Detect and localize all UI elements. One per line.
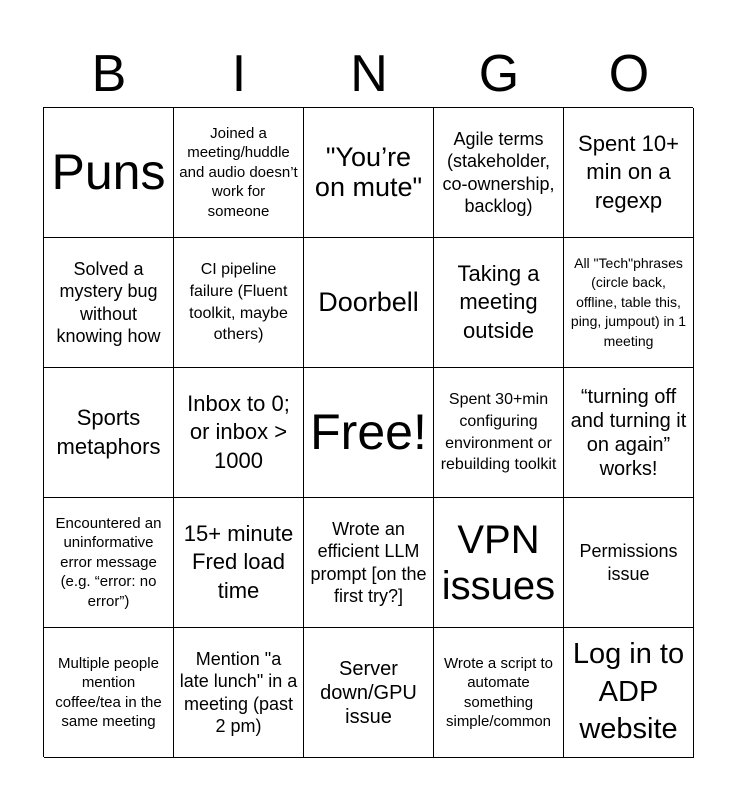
cell-text: Solved a mystery bug without knowing how bbox=[56, 258, 161, 346]
cell-text: Spent 30+min configuring environment or rebuilding toolkit bbox=[440, 391, 557, 474]
cell-text: Log in to ADP website bbox=[572, 637, 685, 746]
cell-text: "You’re on mute" bbox=[314, 141, 423, 202]
bingo-cell-r5c1[interactable] bbox=[44, 628, 174, 758]
cell-text: VPN issues bbox=[441, 517, 556, 608]
bingo-cell-r1c3[interactable] bbox=[304, 108, 434, 238]
cell-text: Sports metaphors bbox=[56, 404, 161, 459]
cell-text: Taking a meeting outside bbox=[457, 260, 540, 343]
bingo-cell-r5c3[interactable] bbox=[304, 628, 434, 758]
bingo-cell-r1c4[interactable] bbox=[434, 108, 564, 238]
cell-text: All "Tech"phrases (circle back, offline, table this, ping, jumpout) in 1 meeting bbox=[570, 254, 687, 349]
bingo-cell-r2c2[interactable] bbox=[174, 238, 304, 368]
bingo-cell-r3c1[interactable] bbox=[44, 368, 174, 498]
bingo-cell-r4c4[interactable] bbox=[434, 498, 564, 628]
bingo-header bbox=[44, 42, 694, 106]
cell-text: “turning off and turning it on again” works! bbox=[570, 385, 687, 480]
cell-text: Wrote a script to automate something simple/common bbox=[444, 654, 553, 730]
bingo-cell-r3c2[interactable] bbox=[174, 368, 304, 498]
bingo-cell-r4c1[interactable] bbox=[44, 498, 174, 628]
bingo-cell-r2c3[interactable] bbox=[304, 238, 434, 368]
cell-text: CI pipeline failure (Fluent toolkit, maybe others) bbox=[189, 261, 288, 344]
cell-text: Spent 10+ min on a regexp bbox=[578, 130, 679, 213]
cell-text: Joined a meeting/huddle and audio doesn’t work for someone bbox=[179, 124, 298, 220]
bingo-cell-r4c5[interactable] bbox=[564, 498, 694, 628]
cell-text: 15+ minute Fred load time bbox=[183, 520, 294, 603]
bingo-cell-r2c1[interactable] bbox=[44, 238, 174, 368]
header-letter-b: B bbox=[91, 45, 127, 103]
bingo-cell-r2c5[interactable] bbox=[564, 238, 694, 368]
cell-text: Multiple people mention coffee/tea in the same meeting bbox=[55, 654, 162, 730]
cell-text: Agile terms (stakeholder, co-ownership, backlog) bbox=[442, 128, 555, 216]
bingo-cell-r2c4[interactable] bbox=[434, 238, 564, 368]
cell-text: Wrote an efficient LLM prompt [on the first try?] bbox=[310, 518, 427, 606]
bingo-cell-r5c5[interactable] bbox=[564, 628, 694, 758]
bingo-cell-r5c2[interactable] bbox=[174, 628, 304, 758]
header-letter-o: O bbox=[608, 45, 650, 103]
bingo-cell-r4c3[interactable] bbox=[304, 498, 434, 628]
bingo-cell-r3c5[interactable] bbox=[564, 368, 694, 498]
header-letter-g: G bbox=[478, 45, 520, 103]
header-letter-i: I bbox=[231, 45, 247, 103]
cell-text: Server down/GPU issue bbox=[320, 657, 417, 728]
cell-text: Mention "a late lunch" in a meeting (past 2 pm) bbox=[179, 648, 298, 736]
cell-text: Free! bbox=[310, 403, 427, 460]
bingo-cell-r3c3[interactable] bbox=[304, 368, 434, 498]
bingo-cell-r5c4[interactable] bbox=[434, 628, 564, 758]
bingo-cell-r4c2[interactable] bbox=[174, 498, 304, 628]
cell-text: Puns bbox=[51, 143, 166, 200]
cell-text: Inbox to 0; or inbox > 1000 bbox=[187, 390, 290, 473]
cell-text: Permissions issue bbox=[579, 541, 678, 584]
bingo-cell-r3c4[interactable] bbox=[434, 368, 564, 498]
bingo-cell-r1c2[interactable] bbox=[174, 108, 304, 238]
header-letter-n: N bbox=[350, 45, 388, 103]
cell-text: Encountered an uninformative error message (e.g. “error: no error”) bbox=[55, 514, 162, 610]
bingo-cell-r1c1[interactable] bbox=[44, 108, 174, 238]
cell-text: Doorbell bbox=[318, 286, 419, 317]
bingo-board bbox=[43, 107, 693, 757]
bingo-cell-r1c5[interactable] bbox=[564, 108, 694, 238]
